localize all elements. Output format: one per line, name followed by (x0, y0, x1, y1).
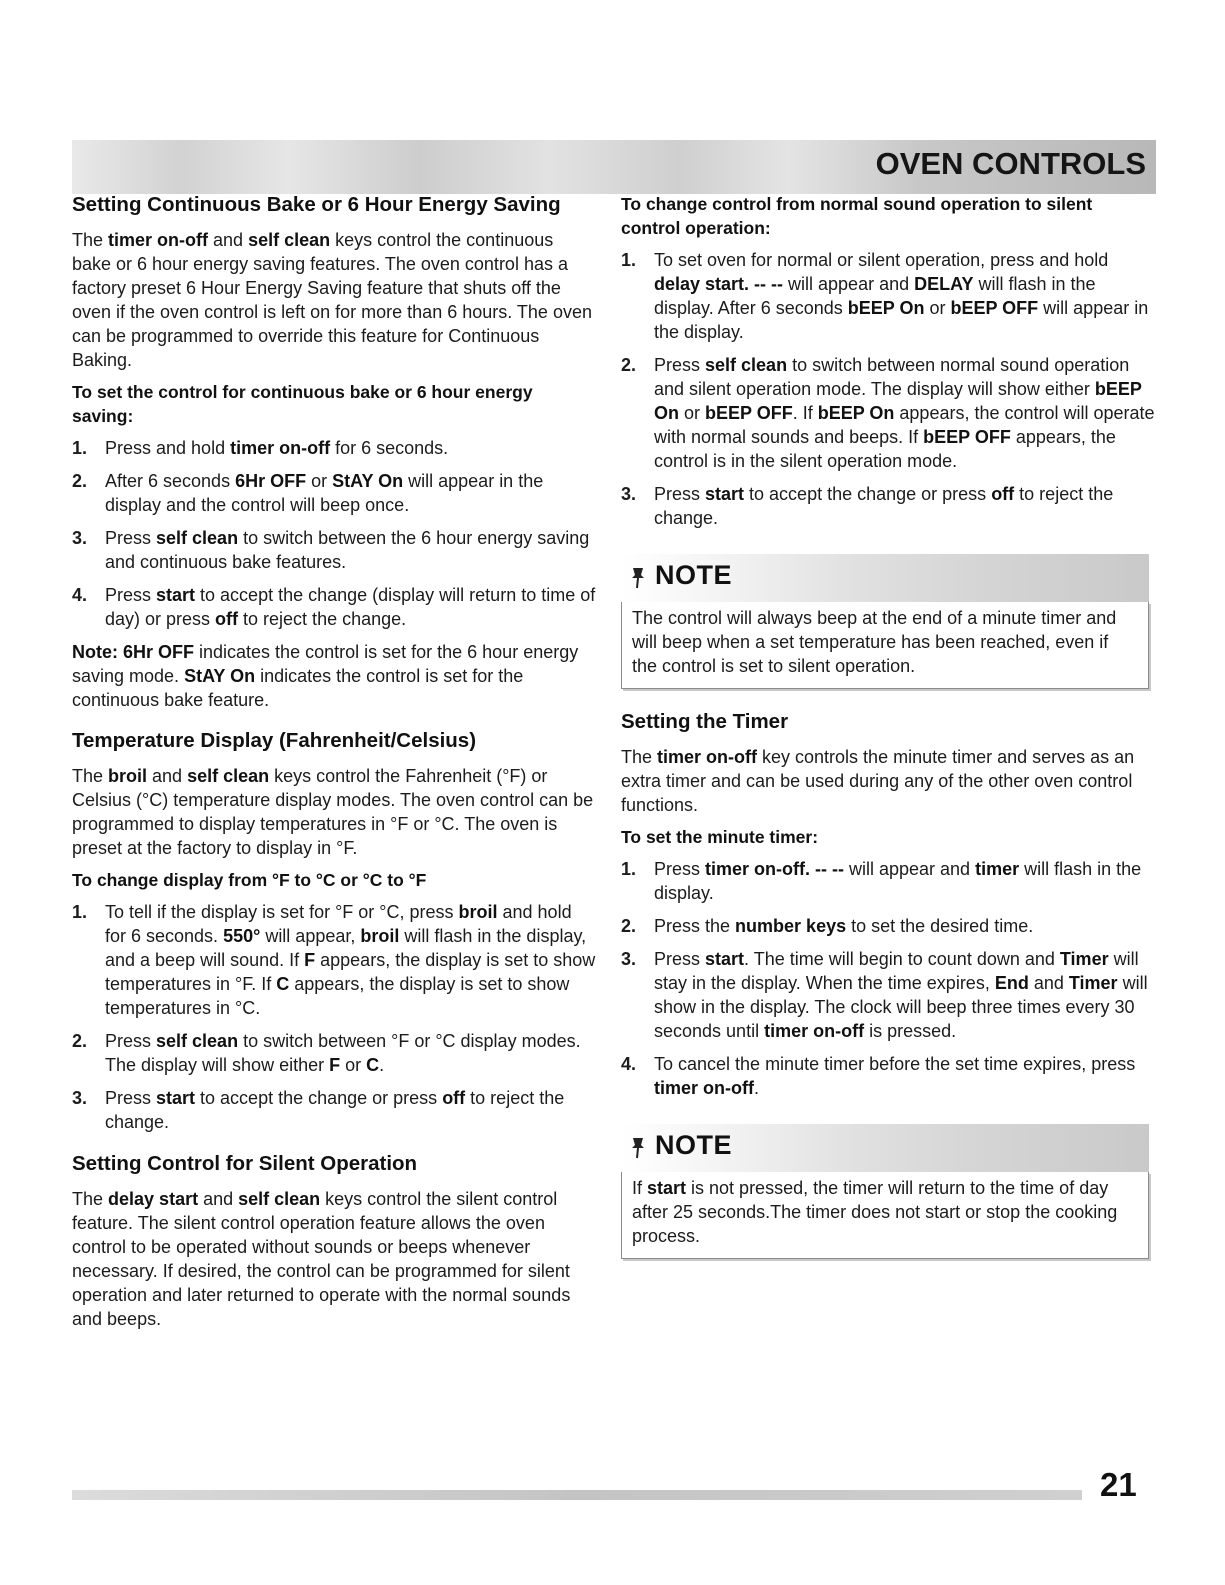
step-text: Press self clean to switch between normal sound operation and silent operation mode. The display will show either bEEP On or bEEP OFF. If bEEP On appears, the control will operate with normal sounds and beeps. If bEEP OFF appears, the control is in the silent operation mode. (654, 355, 1155, 471)
continuous-heading: Setting Continuous Bake or 6 Hour Energy Saving (72, 193, 561, 216)
step-text: Press the number keys to set the desired time. (654, 916, 1034, 936)
step-text: Press self clean to switch between °F or °C display modes. The display will show either F or C. (105, 1031, 581, 1075)
footer-bar (72, 1490, 1082, 1500)
step-text: After 6 seconds 6Hr OFF or StAY On will appear in the display and the control will beep once. (105, 471, 544, 515)
step-text: Press start to accept the change or press off to reject the change. (654, 484, 1114, 528)
note-text: If start is not pressed, the timer will return to the time of day after 25 seconds.The timer does not start or stop the cooking process. (621, 1172, 1149, 1259)
step-text: Press timer on-off. -- -- will appear and timer will flash in the display. (654, 859, 1142, 903)
step-text: Press start. The time will begin to count down and Timer will stay in the display. When the time expires, End and Timer will show in the display. The clock will beep three times every 30 seconds until timer on-off is pressed. (654, 949, 1148, 1041)
step-number: 4. (621, 1054, 637, 1074)
step-number: 2. (621, 916, 637, 936)
temperature-heading: Temperature Display (Fahrenheit/Celsius) (72, 729, 477, 752)
page-number: 21 (1100, 1466, 1137, 1503)
left-column (72, 192, 597, 1339)
section-title: OVEN CONTROLS (875, 146, 1146, 181)
continuous-intro: The timer on-off and self clean keys control the continuous bake or 6 hour energy saving features. The oven control has a factory preset 6 Hour Energy Saving feature that shuts off the oven if the oven control is left on for more than 6 hours. The oven can be programmed to override this feature for Continuous Baking. (72, 230, 592, 370)
step-text: Press self clean to switch between the 6 hour energy saving and continuous bake features. (105, 528, 590, 572)
note-text: The control will always beep at the end of a minute timer and will beep when a set temperature has been reached, even if the control is set to silent operation. (621, 602, 1149, 689)
step-item (72, 583, 597, 631)
note-box-silent (621, 554, 1149, 689)
silent-intro: The delay start and self clean keys control the silent control feature. The silent control operation feature allows the oven control to be operated without sounds or beeps whenever necessary. If desired, the control can be programmed for silent operation and later returned to operate with the normal sounds and beeps. (72, 1189, 571, 1329)
step-item (72, 1086, 597, 1134)
step-text: To set oven for normal or silent operation, press and hold delay start. -- -- will appear and DELAY will flash in the display. After 6 seconds bEEP On or bEEP OFF will appear in the display. (654, 250, 1149, 342)
sound-subheading: To change control from normal sound operation to silent control operation: (621, 194, 1093, 238)
step-item (72, 469, 597, 517)
pin-icon (629, 1136, 647, 1160)
continuous-note: Note: 6Hr OFF indicates the control is set for the 6 hour energy saving mode. StAY On indicates the control is set for the continuous bake feature. (72, 642, 579, 710)
step-number: 1. (72, 438, 88, 458)
step-item (621, 914, 1156, 938)
step-item (621, 1052, 1156, 1100)
continuous-subheading: To set the control for continuous bake or 6 hour energy saving: (72, 382, 533, 426)
step-item (621, 947, 1156, 1043)
sound-steps (621, 248, 1156, 530)
step-number: 2. (72, 471, 88, 491)
temperature-subheading: To change display from °F to °C or °C to °F (72, 870, 427, 890)
step-text: Press start to accept the change or press off to reject the change. (105, 1088, 565, 1132)
silent-heading: Setting Control for Silent Operation (72, 1152, 418, 1175)
step-number: 3. (72, 528, 88, 548)
step-text: To cancel the minute timer before the set time expires, press timer on-off. (654, 1054, 1136, 1098)
note-header (621, 554, 1149, 602)
timer-intro: The timer on-off key controls the minute timer and serves as an extra timer and can be used during any of the other oven control functions. (621, 747, 1135, 815)
continuous-steps (72, 436, 597, 631)
note-label: NOTE (655, 560, 733, 590)
step-item (72, 900, 597, 1020)
temperature-intro: The broil and self clean keys control the Fahrenheit (°F) or Celsius (°C) temperature display modes. The oven control can be programmed to display temperatures in °F or °C. The oven is preset at the factory to display in °F. (72, 766, 594, 858)
step-item (621, 353, 1156, 473)
step-text: Press start to accept the change (display will return to time of day) or press off to reject the change. (105, 585, 596, 629)
step-item (621, 857, 1156, 905)
step-number: 1. (621, 250, 637, 270)
note-box-timer (621, 1124, 1149, 1259)
right-column (621, 192, 1156, 1279)
timer-heading: Setting the Timer (621, 710, 789, 733)
step-item (72, 436, 597, 460)
step-item (621, 482, 1156, 530)
temperature-steps (72, 900, 597, 1134)
timer-steps (621, 857, 1156, 1100)
step-item (72, 1029, 597, 1077)
timer-subheading: To set the minute timer: (621, 827, 819, 847)
pin-icon (629, 566, 647, 590)
note-label: NOTE (655, 1130, 733, 1160)
section-banner (72, 140, 1156, 194)
step-text: To tell if the display is set for °F or °C, press broil and hold for 6 seconds. 550° will appear, broil will flash in the display, and a beep will sound. If F appears, the display is set to show temperatures in °F. If C appears, the display is set to show temperatures in °C. (105, 902, 596, 1018)
step-item (621, 248, 1156, 344)
note-header (621, 1124, 1149, 1172)
step-number: 1. (621, 859, 637, 879)
step-number: 3. (621, 949, 637, 969)
step-number: 4. (72, 585, 88, 605)
step-text: Press and hold timer on-off for 6 seconds. (105, 438, 449, 458)
step-number: 2. (621, 355, 637, 375)
step-number: 3. (72, 1088, 88, 1108)
step-item (72, 526, 597, 574)
step-number: 2. (72, 1031, 88, 1051)
step-number: 1. (72, 902, 88, 922)
step-number: 3. (621, 484, 637, 504)
